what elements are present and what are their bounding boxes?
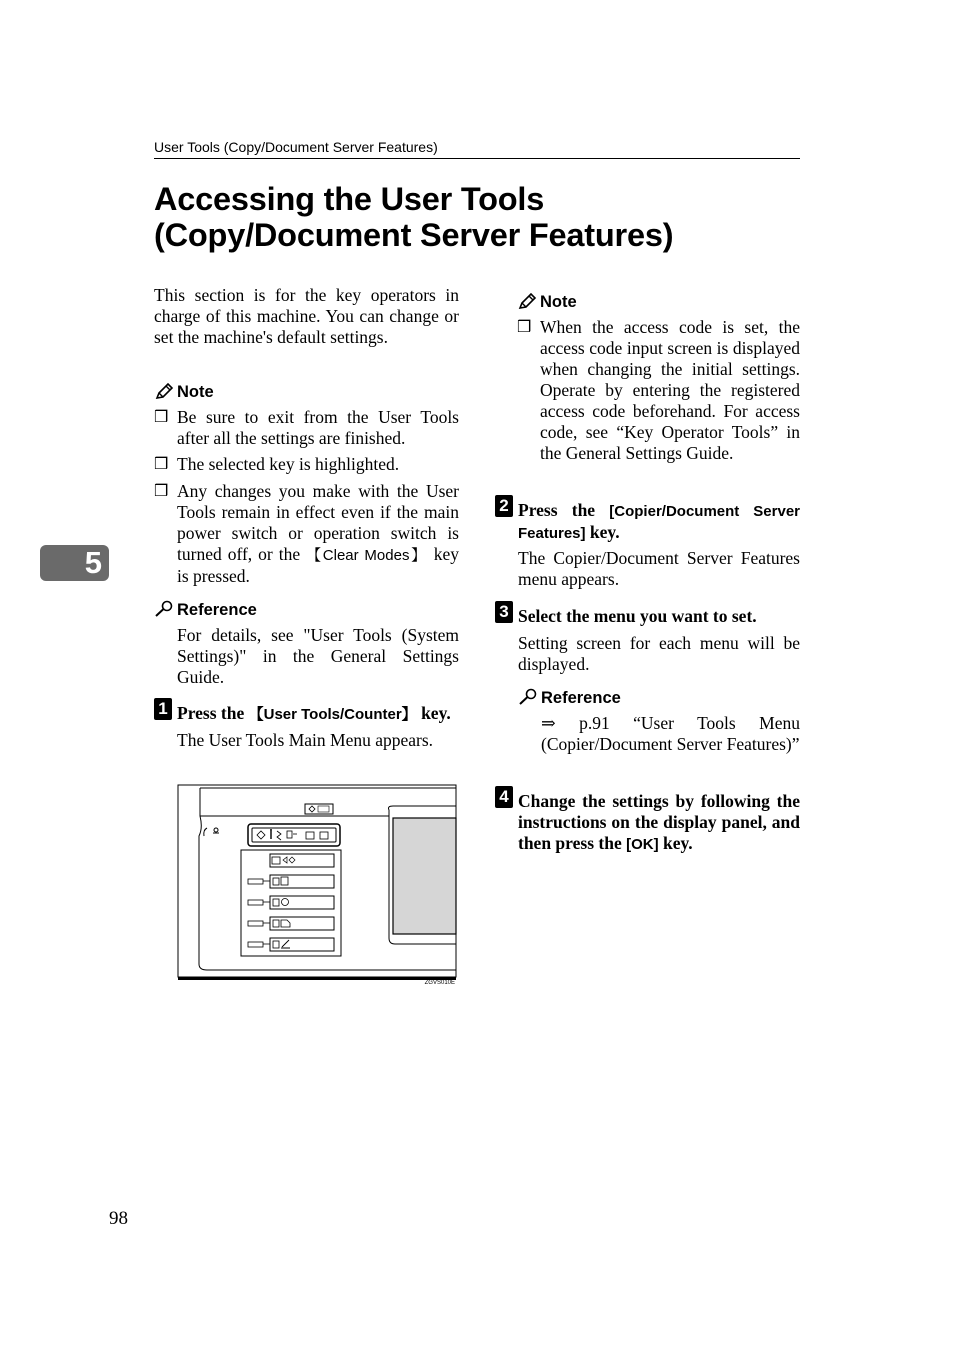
page-number: 98 <box>109 1208 128 1229</box>
step-number-badge: 3 <box>495 601 513 623</box>
title-line-2: (Copy/Document Server Features) <box>154 217 674 253</box>
control-panel-drawing <box>177 784 457 982</box>
reference-link[interactable]: ⇒ p.91 “User Tools Menu (Copier/Document Server Features)” <box>541 713 800 754</box>
step-3-text: Setting screen for each menu will be displayed. <box>518 633 800 674</box>
note-list <box>154 407 459 587</box>
control-panel-illustration <box>177 784 457 986</box>
step-2-title: Press the [Copier/Document Server Features] key. <box>518 500 800 542</box>
note-label: Note <box>154 382 214 402</box>
checkbox-bullet-icon: ❒ <box>154 409 169 426</box>
step-1-text: The User Tools Main Menu appears. <box>177 730 434 750</box>
title-line-1: Accessing the User Tools <box>154 181 545 217</box>
note-label: Note <box>517 292 577 312</box>
user-tools-counter-key: 【User Tools/Counter】 <box>248 706 417 723</box>
reference-label: Reference <box>518 688 621 708</box>
list-item: ❒ Any changes you make with the User Tools remain in effect even if the main power switch or operation switch is turned off, or the 【Clear Modes】 key is pressed. <box>154 481 459 586</box>
magnifier-icon <box>154 600 174 618</box>
magnifier-icon <box>518 688 538 706</box>
checkbox-bullet-icon: ❒ <box>154 456 169 473</box>
ok-key: [OK] <box>626 836 659 853</box>
checkbox-bullet-icon: ❒ <box>517 319 532 336</box>
pencil-icon <box>154 382 174 400</box>
chapter-tab: 5 <box>40 545 109 581</box>
note-list <box>517 317 800 464</box>
list-item: ❒ When the access code is set, the access code input screen is displayed when changing the initial settings. Operate by entering the registered access code beforehand. For access code, see “Key Operator Tools” in the General Settings Guide. <box>517 317 800 463</box>
list-item: ❒ Be sure to exit from the User Tools after all the settings are finished. <box>154 407 459 448</box>
step-1-title: Press the 【User Tools/Counter】 key. <box>177 703 451 723</box>
page-title <box>154 181 814 253</box>
step-number-badge: 4 <box>495 786 513 808</box>
intro-paragraph: This section is for the key operators in charge of this machine. You can change or set the machine's default settings. <box>154 285 459 347</box>
reference-text: For details, see "User Tools (System Settings)" in the General Settings Guide. <box>177 625 459 687</box>
figure-code: ZGVS010E <box>424 980 455 986</box>
step-4-title: Change the settings by following the instructions on the display panel, and then press the [OK] key. <box>518 791 800 853</box>
step-2-text: The Copier/Document Server Features menu appears. <box>518 548 800 589</box>
reference-label: Reference <box>154 600 257 620</box>
step-3-title: Select the menu you want to set. <box>518 606 757 626</box>
header-rule <box>154 158 800 159</box>
list-item: ❒ The selected key is highlighted. <box>154 454 400 474</box>
step-number-badge: 2 <box>495 495 513 517</box>
running-header: User Tools (Copy/Document Server Features) <box>154 139 438 155</box>
display-panel-screen <box>393 818 456 934</box>
pencil-icon <box>517 292 537 310</box>
copier-document-server-features-key: [Copier/Document Server Features] <box>518 503 800 542</box>
checkbox-bullet-icon: ❒ <box>154 483 169 500</box>
clear-modes-key: 【Clear Modes】 <box>306 547 428 564</box>
step-number-badge: 1 <box>154 698 172 720</box>
